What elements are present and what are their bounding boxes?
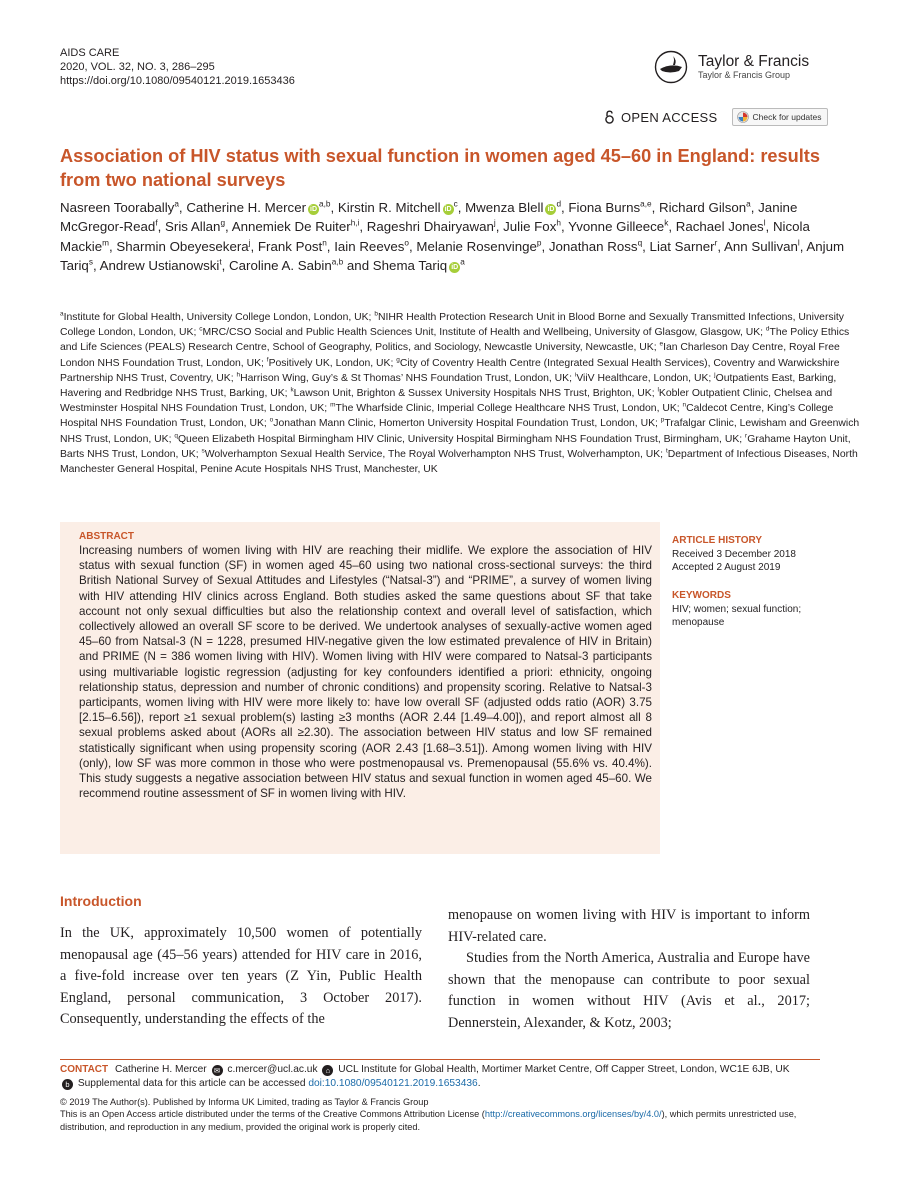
affiliation-text: City of Coventry Health Centre (Integrated Sexual Health Services), Coventry and Warwickshire Partnership NHS Trust, Coventry, UK;	[60, 357, 840, 384]
author-separator: ,	[561, 200, 569, 215]
paragraph: menopause on women living with HIV is important to inform HIV-related care.	[448, 907, 810, 945]
footer-divider	[60, 1059, 820, 1060]
author-affiliation-mark: c	[453, 199, 458, 209]
author	[416, 239, 548, 254]
journal-volume: 2020, VOL. 32, NO. 3, 286–295	[60, 61, 215, 73]
contact-name: Catherine H. Mercer	[114, 1064, 207, 1075]
keywords	[672, 589, 852, 630]
address-icon: ⌂	[322, 1065, 333, 1076]
author-separator: ,	[560, 219, 569, 235]
author-name: Caroline A. Sabin	[229, 257, 332, 273]
author-name: Frank Post	[257, 238, 323, 254]
author-name: Rageshri Dhairyawan	[366, 219, 494, 235]
affiliation-text: Jonathan Mann Clinic, Homerton University Hospital Foundation Trust, London, UK;	[273, 418, 661, 430]
affiliation-mark: m	[330, 401, 336, 409]
affiliation-mark: q	[174, 432, 178, 440]
author-separator: ,	[651, 200, 659, 215]
affiliation-mark: d	[765, 325, 770, 333]
access-bar	[604, 108, 828, 126]
affiliation-text: Harrison Wing, Guy’s & St Thomas’ NHS Foundation Trust, London, UK;	[240, 372, 575, 384]
author-separator: ,	[250, 238, 258, 254]
email-icon: ✉	[212, 1065, 223, 1076]
affiliation-mark: k	[290, 386, 294, 394]
author-affiliation-mark: h,i	[350, 218, 360, 228]
body-column-left	[60, 923, 422, 1031]
author-affiliation-mark: o	[404, 238, 409, 248]
author-affiliation-mark: g	[220, 218, 226, 228]
author-affiliation-mark: r	[714, 238, 718, 248]
author	[373, 258, 465, 273]
journal-name: AIDS CARE	[60, 47, 120, 59]
affiliation-text: The Policy Ethics and Life Sciences (PEALS) Research Centre, School of Geography, Politics, and Sociology, Newcastle University, Newcastle, UK;	[60, 327, 850, 354]
supplemental-text: Supplemental data for this article can be accessed	[77, 1078, 309, 1089]
author-separator: ,	[668, 219, 676, 235]
author-name: Iain Reeves	[334, 238, 405, 254]
section-heading: Introduction	[60, 893, 142, 909]
author-separator: ,	[359, 219, 367, 235]
author-affiliation-mark: a,b	[319, 199, 331, 209]
affiliation-text: Department of Infectious Diseases, North Manchester General Hospital, Penine Acute Hospitals NHS Trust, Manchester, UK	[60, 448, 858, 476]
author-name: Richard Gilson	[658, 200, 747, 215]
affiliation-mark: b	[374, 310, 378, 318]
author-name: Fiona Burns	[568, 200, 641, 215]
author-affiliation-mark: j	[493, 218, 496, 228]
author-name: Catherine H. Mercer	[186, 200, 307, 215]
author-affiliation-mark: n	[322, 238, 327, 248]
keywords-label: KEYWORDS	[672, 590, 731, 601]
affiliation-mark: o	[269, 416, 274, 424]
author-separator: ,	[765, 219, 773, 235]
author-name: Jonathan Ross	[548, 238, 638, 254]
affiliation-mark: t	[665, 447, 668, 455]
affiliation-text: Queen Elizabeth Hospital Birmingham HIV Clinic, University Hospital Birmingham NHS Foundation Trust, Birmingham, UK;	[177, 433, 746, 445]
abstract-label: ABSTRACT	[79, 531, 134, 542]
abstract-box	[60, 522, 660, 854]
author	[229, 258, 373, 273]
author	[676, 219, 773, 234]
open-access-label: OPEN ACCESS	[621, 109, 718, 125]
affiliation-text: NIHR Health Protection Research Unit in Blood Borne and Sexually Transmitted Infections, University College London, London, UK;	[60, 312, 844, 339]
author-affiliation-mark: k	[664, 218, 669, 228]
author-affiliation-mark: j	[248, 238, 251, 248]
affiliation-mark: i	[574, 371, 577, 379]
author-name: Sris Allan	[165, 219, 221, 235]
author-separator: ,	[178, 200, 187, 215]
affiliation-text: Outpatients East, Barking, Havering and Redbridge NHS Trust, Barking, UK;	[60, 372, 837, 400]
contact-address: UCL Institute for Global Health, Mortimer Market Centre, Off Capper Street, London, WC1E 6JB, UK	[338, 1064, 790, 1075]
license-text-end: ), which permits unrestricted use, distribution, and reproduction in any medium, provided the original work is properly cited.	[60, 1109, 797, 1132]
affiliation-text: ViiV Healthcare, London, UK;	[576, 372, 715, 384]
affiliation-mark: n	[682, 401, 687, 409]
article-history-label: ARTICLE HISTORY	[672, 535, 763, 546]
received-date: Received 3 December 2018	[672, 548, 796, 560]
author-affiliation-mark: f	[155, 218, 158, 228]
keywords-text: HIV; women; sexual function; menopause	[672, 603, 802, 628]
accepted-date: Accepted 2 August 2019	[672, 562, 781, 573]
publisher-name: Taylor & Francis	[698, 52, 810, 70]
author	[568, 219, 676, 234]
affiliation-mark: j	[714, 371, 716, 379]
author	[650, 239, 724, 254]
journal-info	[60, 46, 295, 88]
affiliation-text: Ian Charleson Day Centre, Royal Free London NHS Foundation Trust, London, UK;	[60, 342, 840, 369]
body-column-right	[448, 905, 810, 1034]
author-name: Shema Tariq	[372, 257, 448, 273]
author-affiliation-mark: d	[556, 199, 562, 209]
author-affiliation-mark: a,b	[331, 257, 344, 267]
affiliation-mark: s	[201, 447, 205, 455]
author-name: Yvonne Gilleece	[568, 219, 665, 235]
license-text: This is an Open Access article distributed under the terms of the Creative Commons Attribution License (	[60, 1109, 485, 1120]
affiliations	[60, 310, 860, 477]
publisher-group: Taylor & Francis Group	[698, 69, 791, 80]
author-name: Andrew Ustianowski	[99, 257, 220, 273]
author-affiliation-mark: h	[556, 218, 561, 228]
affiliation-mark: c	[199, 325, 203, 333]
author-separator: ,	[750, 200, 759, 215]
open-lock-icon	[604, 110, 615, 124]
author-separator: ,	[330, 200, 338, 215]
author-separator: ,	[326, 238, 335, 254]
author	[116, 239, 258, 254]
article-history	[672, 534, 852, 575]
author	[659, 200, 758, 215]
author-affiliation-mark: l	[797, 238, 800, 248]
affiliation-text: Caldecot Centre, King’s College Hospital NHS Foundation Trust, London, UK;	[60, 403, 834, 430]
orcid-icon[interactable]: iD	[444, 206, 452, 213]
author-separator: ,	[221, 257, 230, 273]
lamp-icon	[652, 50, 690, 84]
affiliation-mark: h	[236, 371, 241, 379]
crossmark-icon	[737, 111, 749, 123]
paragraph: In the UK, approximately 10,500 women of potentially menopausal age (45–56 years) attended for HIV care in 2016, a five-fold increase over ten years (Z Yin, Public Health England, personal communication, 3 October 2017). Consequently, understanding the effects of the	[60, 925, 422, 1027]
author-name: Rachael Jones	[675, 219, 764, 235]
supplemental-icon: b	[62, 1079, 73, 1090]
author-name: Nicola Mackie	[60, 219, 810, 254]
author	[568, 200, 659, 215]
orcid-icon[interactable]: iD	[310, 206, 318, 213]
author	[549, 239, 650, 254]
license-link[interactable]: http://creativecommons.org/licenses/by/4.0/	[484, 1109, 662, 1120]
article-title: Association of HIV status with sexual function in women aged 45–60 in England: results from two national surveys	[60, 146, 820, 190]
paragraph: Studies from the North America, Australia and Europe have shown that the menopause can contribute to poor sexual function in women without HIV (Avis et al., 2017; Dennerstein, Alexander, & Kotz, 2003;	[448, 950, 810, 1031]
author-separator: and	[343, 257, 373, 273]
author-name: Nasreen Toorabally	[60, 200, 175, 215]
author-separator: ,	[108, 238, 117, 254]
orcid-icon[interactable]: iD	[547, 206, 555, 213]
author-list	[60, 198, 860, 275]
author-affiliation-mark: t	[219, 257, 222, 267]
author-name: Julie Fox	[503, 219, 557, 235]
author-affiliation-mark: a	[174, 199, 179, 209]
author-affiliation-mark: s	[88, 257, 93, 267]
publisher-logo	[652, 50, 809, 84]
author-affiliation-mark: m	[102, 238, 109, 248]
affiliation-text: Wolverhampton Sexual Health Service, The Royal Wolverhampton NHS Trust, Wolverhampton, UK;	[204, 448, 666, 460]
author	[465, 200, 568, 215]
author-separator: ,	[225, 219, 232, 235]
author-name: Anjum Tariq	[60, 238, 845, 273]
author-separator: ,	[541, 238, 549, 254]
author-affiliation-mark: a,e	[640, 199, 652, 209]
affiliation-text: Lawson Unit, Brighton & Sussex University Hospitals NHS Trust, Brighton, UK;	[293, 388, 658, 400]
author-name: Ann Sullivan	[724, 238, 798, 254]
author-separator: ,	[457, 200, 466, 215]
affiliation-mark: p	[660, 416, 665, 424]
author-name: Mwenza Blell	[465, 200, 544, 215]
affiliation-mark: g	[396, 356, 400, 364]
affiliation-text: Trafalgar Clinic, Lewisham and Greenwich NHS Trust, London, UK;	[60, 418, 860, 445]
affiliation-text: Kobler Outpatient Clinic, Chelsea and Westminster Hospital NHS Foundation Trust, London, UK;	[60, 388, 833, 415]
author-affiliation-mark: p	[536, 238, 542, 248]
author-name: Kirstin R. Mitchell	[337, 200, 441, 215]
author-separator: ,	[409, 238, 417, 254]
journal-doi[interactable]: https://doi.org/10.1080/09540121.2019.1653436	[60, 75, 295, 87]
author	[258, 239, 334, 254]
affiliation-mark: e	[659, 340, 664, 348]
affiliation-mark: f	[266, 356, 269, 364]
contact-email[interactable]: c.mercer@ucl.ac.uk	[227, 1064, 318, 1075]
author-name: Sharmin Obeyesekera	[116, 238, 249, 254]
author-separator: ,	[92, 257, 100, 273]
author-affiliation-mark: a	[746, 199, 751, 209]
author	[60, 200, 186, 215]
supplemental-doi-link[interactable]: doi:10.1080/09540121.2019.1653436	[308, 1078, 478, 1089]
copyright-line: © 2019 The Author(s). Published by Informa UK Limited, trading as Taylor & Francis Group	[60, 1097, 429, 1107]
author	[724, 239, 806, 254]
affiliation-text: The Wharfside Clinic, Imperial College Healthcare NHS Trust, London, UK;	[335, 403, 683, 415]
author	[165, 219, 232, 234]
author	[232, 219, 367, 234]
author-name: Annemiek De Ruiter	[231, 219, 351, 235]
author	[367, 219, 503, 234]
author	[338, 200, 465, 215]
author-affiliation-mark: q	[637, 238, 643, 248]
author-name: Liat Sarner	[649, 238, 715, 254]
author-separator: ,	[642, 238, 650, 254]
affiliation-text: Institute for Global Health, University College London, London, UK;	[63, 312, 375, 323]
author-name: Janine McGregor-Read	[60, 200, 798, 235]
author-separator: ,	[717, 238, 724, 254]
affiliation-mark: a	[60, 310, 64, 318]
affiliation-mark: l	[657, 386, 659, 394]
author-separator: ,	[157, 219, 166, 235]
check-updates-label: Check for updates	[752, 112, 822, 122]
author-separator: ,	[799, 238, 807, 254]
affiliation-text: MRC/CSO Social and Public Health Sciences Unit, Institute of Health and Wellbeing, University of Glasgow, Glasgow, UK;	[202, 327, 766, 339]
affiliation-text: Positively UK, London, UK;	[268, 357, 397, 369]
abstract-text: Increasing numbers of women living with HIV are reaching their midlife. We explore the association of HIV status with sexual function (SF) in women aged 45–60 using two national cross-sectional surveys: the third British National Survey of Sexual Attitudes and Lifestyles (“Natsal-3”) and “PRIME”, a survey of women living with HIV attending HIV clinics across England. Both studies asked the same questions about SF that take account not only sexual difficulties but also the relationship context and overall level of satisfaction, which collectively allowed an overall SF score to be derived. We undertook analyses of sexually-active women aged 45–60 from Natsal-3 (N = 1228, presumed HIV-negative given the low estimated prevalence of HIV in Britain) and PRIME (N = 386 women living with HIV). Women living with HIV were compared to Natsal-3 participants using multivariable logistic regression (adjusting for key confounders identified a priori: ethnicity, ongoing relationship status, depression and number of chronic conditions) and propensity scoring. Relative to Natsal-3 participants, women living with HIV were more likely to: have low overall SF (adjusted odds ratio (AOR) 3.75 [2.15–6.56]), report ≥1 sexual problem(s) lasting ≥3 months (AOR 2.44 [1.49–4.00]), and report almost all 8 sexual problems asked about (AORs all ≥2.30). The association between HIV status and low SF remained statistically significant when using propensity scoring (AOR 2.43 [1.68–3.51]). Among women living with HIV (only), low SF was more common in those who were postmenopausal vs. Premenopausal (55.6% vs. 40.4%). This study suggests a negative association between HIV status and sexual function in women aged 45–60. We recommend routine assessment of SF in women living with HIV.	[79, 544, 652, 801]
author-name: Melanie Rosenvinge	[416, 238, 537, 254]
author	[334, 239, 416, 254]
author	[100, 258, 229, 273]
contact-label: CONTACT	[60, 1064, 109, 1075]
copyright-notice	[60, 1096, 840, 1133]
affiliation-text: Grahame Hayton Unit, Barts NHS Trust, London, UK;	[60, 433, 851, 460]
author-affiliation-mark: l	[763, 218, 766, 228]
author	[503, 219, 568, 234]
supplemental-end: .	[477, 1078, 481, 1089]
orcid-icon[interactable]: iD	[451, 263, 459, 271]
author-affiliation-mark: a	[460, 257, 465, 267]
contact-footer	[60, 1063, 820, 1091]
check-updates-button[interactable]	[732, 108, 829, 126]
affiliation-mark: r	[745, 432, 748, 440]
author-separator: ,	[495, 219, 504, 235]
author	[186, 200, 338, 215]
